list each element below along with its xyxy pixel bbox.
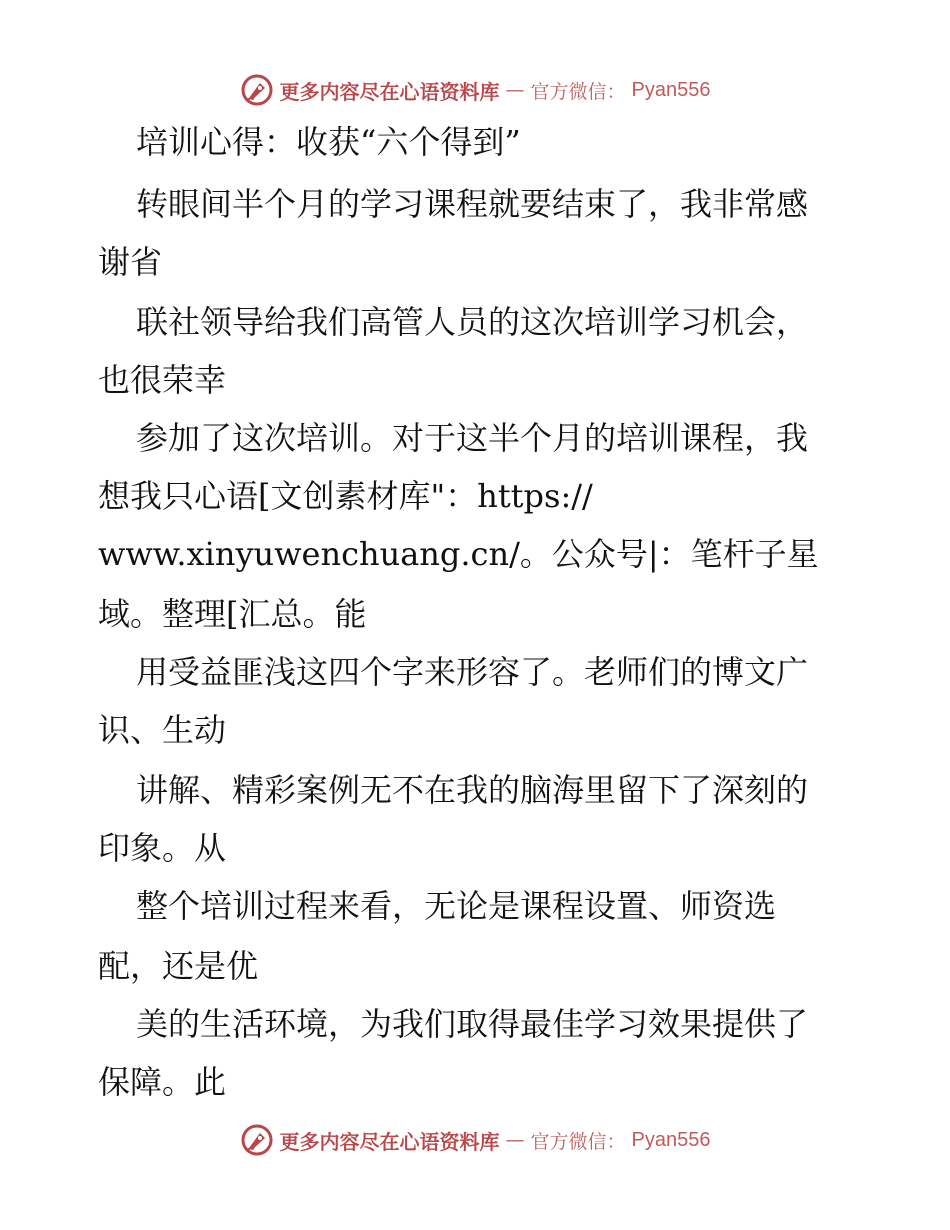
paragraph-line: 转眼间半个月的学习课程就要结束了，我非常感 <box>136 185 809 223</box>
paragraph-line: 保障。此 <box>98 1063 227 1101</box>
paragraph-line: 讲解、精彩案例无不在我的脑海里留下了深刻的 <box>136 771 809 809</box>
banner-sub-text: 官方微信： <box>530 1130 626 1153</box>
paragraph-line: 识、生动 <box>98 711 227 749</box>
paragraph-line: 印象。从 <box>98 829 227 867</box>
paragraph-line: 想我只心语[文创素材库"：https:// <box>98 477 593 515</box>
paragraph-line: 也很荣幸 <box>98 361 227 399</box>
paragraph-line: 联社领导给我们高管人员的这次培训学习机会， <box>136 303 809 341</box>
header-banner <box>0 72 950 108</box>
banner-main-text: 更多内容尽在心语资料库 <box>279 79 500 104</box>
footer-banner <box>0 1122 950 1158</box>
paragraph-line: 美的生活环境，为我们取得最佳学习效果提供了 <box>136 1005 809 1043</box>
banner-wechat-id: Pyan556 <box>631 78 711 101</box>
pen-nib-logo-icon <box>240 73 274 107</box>
banner-main-text: 更多内容尽在心语资料库 <box>279 1129 500 1154</box>
banner-wechat-id: Pyan556 <box>631 1128 711 1151</box>
pen-nib-logo-icon <box>240 1123 274 1157</box>
banner-dash: — <box>505 1129 525 1151</box>
banner-dash: — <box>505 79 525 101</box>
paragraph-line: 配，还是优 <box>98 947 259 985</box>
banner-sub-text: 官方微信： <box>530 80 626 103</box>
paragraph-line: 参加了这次培训。对于这半个月的培训课程，我 <box>136 419 809 457</box>
paragraph-line: 谢省 <box>98 243 163 281</box>
paragraph-line: 整个培训过程来看，无论是课程设置、师资选 <box>136 887 777 925</box>
document-title: 培训心得：收获“六个得到” <box>136 123 521 161</box>
paragraph-line: 域。整理[汇总。能 <box>98 595 367 633</box>
paragraph-line: www.xinyuwenchuang.cn/。公众号|：笔杆子星 <box>98 535 819 573</box>
paragraph-line: 用受益匪浅这四个字来形容了。老师们的博文广 <box>136 653 809 691</box>
